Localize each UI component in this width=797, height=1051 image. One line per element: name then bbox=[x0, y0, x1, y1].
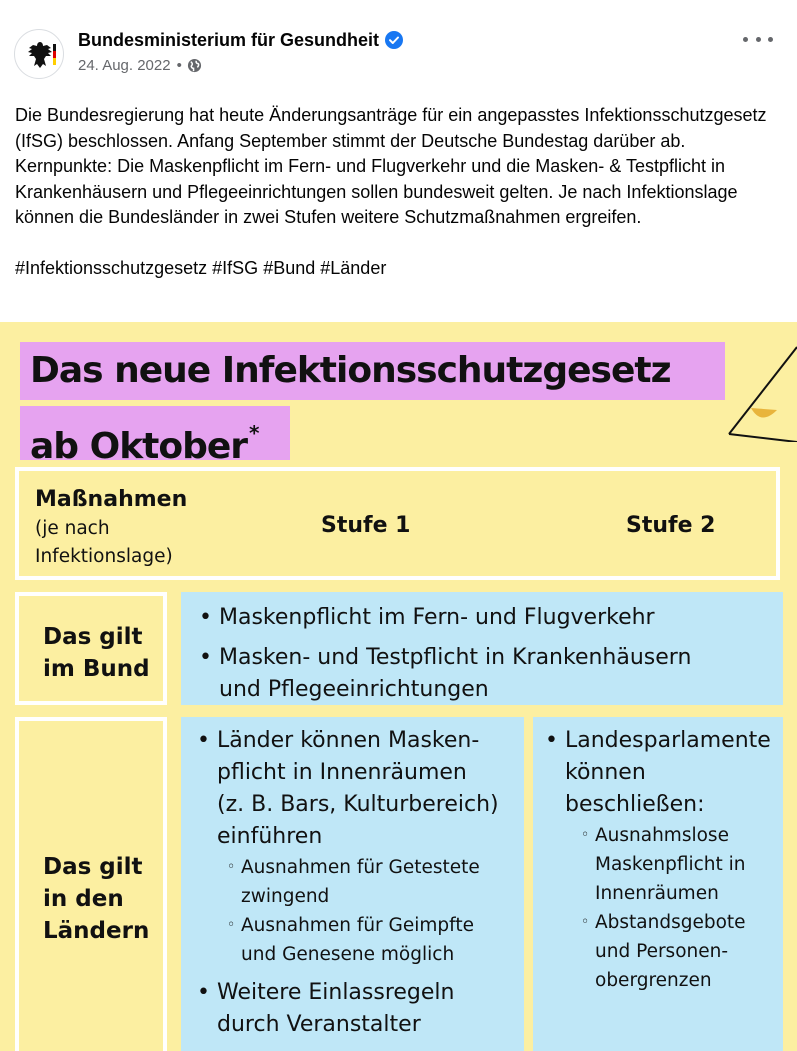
header-massnahmen: Maßnahmen bbox=[35, 487, 188, 512]
verified-badge-icon bbox=[385, 31, 403, 49]
list-item bbox=[545, 725, 783, 821]
graphic-title-line1: Das neue Infektionsschutzgesetz bbox=[20, 342, 725, 400]
page-avatar[interactable] bbox=[14, 29, 64, 79]
bullet-marker: • bbox=[199, 645, 212, 670]
bullet-marker: • bbox=[199, 605, 212, 630]
post-body bbox=[15, 103, 785, 282]
text-line: Ausnahmen für Geimpfte bbox=[241, 915, 474, 936]
post-image[interactable] bbox=[0, 322, 797, 1051]
cell-laender-stufe-2 bbox=[533, 717, 783, 1051]
post-header bbox=[0, 0, 797, 95]
list-item bbox=[199, 642, 783, 706]
text-line: Abstandsgebote bbox=[595, 912, 746, 933]
list-item-text bbox=[217, 725, 499, 853]
row-label-line: Das gilt bbox=[43, 624, 143, 650]
list-item bbox=[199, 602, 783, 634]
text-line: einführen bbox=[217, 824, 323, 849]
text-line: durch Veranstalter bbox=[217, 1012, 421, 1037]
list-item-text: Maskenpflicht im Fern- und Flugverkehr bbox=[219, 605, 655, 630]
header-stufe-1: Stufe 1 bbox=[321, 513, 411, 538]
text-line: Masken- und Testpflicht in Krankenhäusern bbox=[219, 645, 692, 670]
bullet-marker: • bbox=[545, 728, 558, 753]
text-line: Innenräumen bbox=[595, 883, 719, 904]
hashtag-list bbox=[15, 256, 785, 282]
more-options-icon[interactable] bbox=[743, 30, 773, 48]
row-label-line: im Bund bbox=[43, 656, 150, 682]
hashtag-link[interactable]: #IfSG bbox=[212, 258, 259, 278]
hashtag-link[interactable]: #Infektionsschutzgesetz bbox=[15, 258, 208, 278]
list-item-text bbox=[565, 725, 771, 821]
text-line: Ausnahmen für Getestete bbox=[241, 857, 480, 878]
sub-list-item bbox=[227, 911, 524, 969]
graphic-title-line2 bbox=[20, 406, 290, 467]
text-line: Länder können Masken- bbox=[217, 728, 480, 753]
hashtag-link[interactable]: #Bund bbox=[263, 258, 316, 278]
post-date[interactable]: 24. Aug. 2022 bbox=[78, 57, 171, 74]
header-sub-line: (je nach bbox=[35, 518, 110, 539]
list-item-text bbox=[217, 977, 455, 1041]
sub-list-item-text bbox=[595, 908, 746, 995]
text-line: Ausnahmslose bbox=[595, 825, 729, 846]
bullet-marker: • bbox=[197, 980, 210, 1005]
graphic-title-text: ab Oktober bbox=[30, 426, 248, 467]
sub-bullet-marker: ◦ bbox=[581, 914, 590, 930]
sub-bullet-marker: ◦ bbox=[227, 917, 236, 933]
bullet-marker: • bbox=[197, 728, 210, 753]
list-item-text bbox=[219, 642, 691, 706]
hashtag-link[interactable]: #Länder bbox=[320, 258, 387, 278]
text-line: Weitere Einlassregeln bbox=[217, 980, 455, 1005]
federal-eagle-icon bbox=[23, 38, 57, 72]
row-label-laender bbox=[15, 717, 167, 1051]
sub-list-item bbox=[581, 908, 783, 995]
cell-laender-stufe-1 bbox=[181, 717, 524, 1051]
list-item bbox=[197, 725, 524, 853]
text-line: Maskenpflicht in bbox=[595, 854, 746, 875]
sub-bullet-marker: ◦ bbox=[227, 859, 236, 875]
row-label-line: in den bbox=[43, 886, 124, 912]
text-line: obergrenzen bbox=[595, 970, 712, 991]
meta-separator: • bbox=[176, 57, 182, 74]
header-stufe-2: Stufe 2 bbox=[626, 513, 716, 538]
row-label-line: Ländern bbox=[43, 918, 150, 944]
sub-list-item-text bbox=[241, 853, 480, 911]
list-item bbox=[197, 977, 524, 1041]
globe-icon[interactable] bbox=[187, 58, 202, 73]
sub-list-item-text bbox=[595, 821, 746, 908]
header-sub-line: Infektionslage) bbox=[35, 546, 173, 567]
text-line: pflicht in Innenräumen bbox=[217, 760, 467, 785]
sub-list-item-text bbox=[241, 911, 474, 969]
decoration-lines bbox=[717, 342, 797, 442]
post-text: Die Bundesregierung hat heute Änderungsanträge für ein angepasstes Infektionsschutzgesetz (IfSG) beschlossen. Anfang September stimmt der Deutsche Bundestag darüber ab. Kernpunkte: Die Maskenpflicht im Fern- und Flugverkehr und die Masken- & Testpflicht in Krankenhäusern und Pflegeeinrichtungen sollen bundesweit gelten. Je nach Infektionslage können die Bundesländer in zwei Stufen weitere Schutzmaßnahmen ergreifen. bbox=[15, 105, 767, 227]
sub-bullet-marker: ◦ bbox=[581, 827, 590, 843]
text-line: und Pflegeeinrichtungen bbox=[219, 677, 489, 702]
text-line: zwingend bbox=[241, 886, 330, 907]
text-line: und Genesene möglich bbox=[241, 944, 455, 965]
sub-list-item bbox=[227, 853, 524, 911]
text-line: und Personen- bbox=[595, 941, 729, 962]
row-label-line: Das gilt bbox=[43, 854, 143, 880]
cell-bund bbox=[181, 592, 783, 705]
sub-list-item bbox=[581, 821, 783, 908]
author-name[interactable]: Bundesministerium für Gesundheit bbox=[78, 30, 380, 50]
text-line: beschließen: bbox=[565, 792, 705, 817]
text-line: (z. B. Bars, Kulturbereich) bbox=[217, 792, 499, 817]
row-label-bund bbox=[15, 592, 167, 705]
header-massnahmen-sub bbox=[35, 515, 205, 571]
table-header-row bbox=[15, 467, 780, 580]
text-line: können bbox=[565, 760, 646, 785]
title-asterisk: * bbox=[249, 421, 259, 445]
text-line: Landesparlamente bbox=[565, 728, 771, 753]
